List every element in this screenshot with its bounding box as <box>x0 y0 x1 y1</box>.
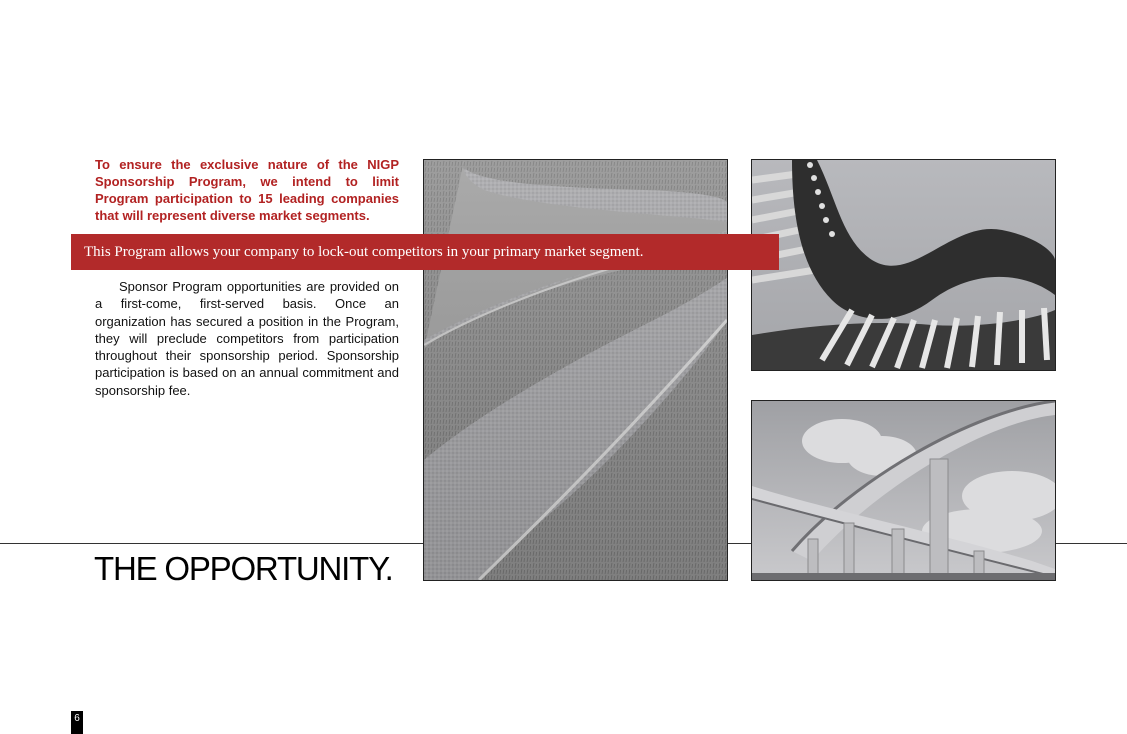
body-paragraph: Sponsor Program opportunities are provided on a first-come, first-served basis. Once an organization has secured a position in the Program, they will preclude competitors from participation throughout their sponsorship period. Sponsorship participation is based on an annual commitment and sponsorship fee. <box>95 279 399 398</box>
highway-overpass-photo <box>751 400 1056 581</box>
page-number: 6 <box>71 711 83 734</box>
park-bench-photo <box>751 159 1056 371</box>
intro-paragraph: To ensure the exclusive nature of the NIGP Sponsorship Program, we intend to limit Program participation to 15 leading companies that will represent diverse market segments. <box>95 157 399 223</box>
section-heading: THE OPPORTUNITY. <box>94 550 393 587</box>
winding-path-photo <box>423 159 728 581</box>
highlight-banner: This Program allows your company to lock-out competitors in your primary market segment. <box>71 234 779 270</box>
